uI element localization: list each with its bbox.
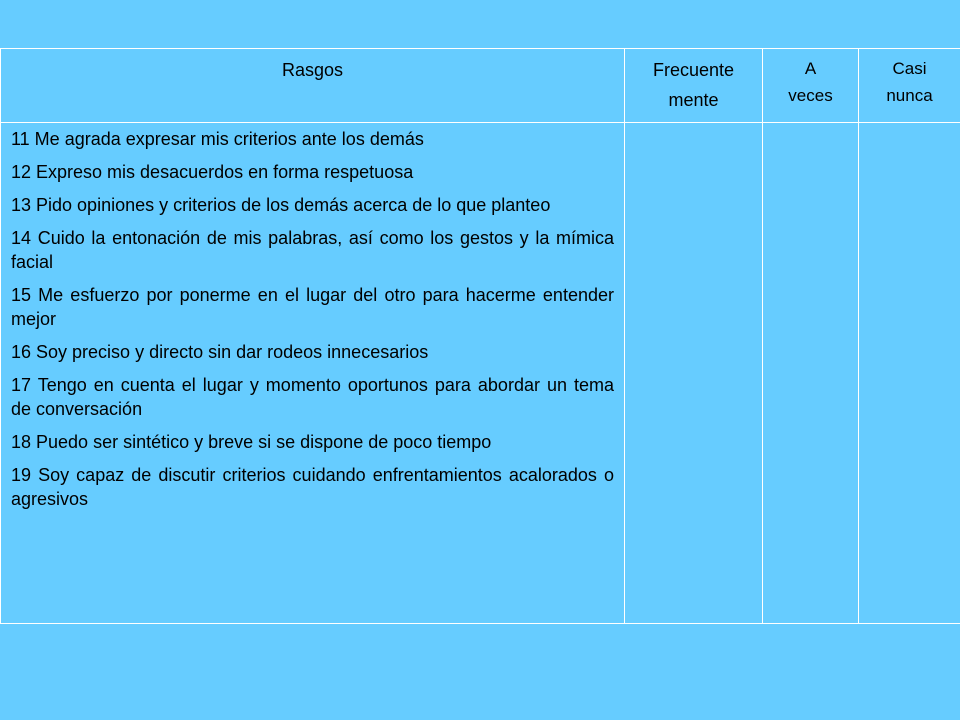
header-frecuentemente: Frecuente mente	[652, 60, 735, 110]
list-item: 17 Tengo en cuenta el lugar y momento oportunos para abordar un tema de conversación	[11, 375, 614, 419]
list-item: 13 Pido opiniones y criterios de los demás acerca de lo que planteo	[11, 195, 551, 215]
header-cell-a-veces	[763, 49, 859, 123]
header-cell-casi-nunca	[859, 49, 960, 123]
items-cell	[1, 123, 625, 624]
header-cell-frecuentemente	[625, 49, 763, 123]
list-item: 16 Soy preciso y directo sin dar rodeos innecesarios	[11, 342, 429, 362]
header-a-veces: A veces	[788, 59, 833, 105]
table-header-row	[1, 49, 960, 123]
list-item: 19 Soy capaz de discutir criterios cuidando enfrentamientos acalorados o agresivos	[11, 465, 614, 509]
answer-cell-casi-nunca[interactable]	[859, 123, 960, 624]
list-item: 11 Me agrada expresar mis criterios ante los demás	[11, 129, 424, 149]
header-cell-rasgos	[1, 49, 625, 123]
list-item: 12 Expreso mis desacuerdos en forma respetuosa	[11, 162, 414, 182]
table-body-row	[1, 123, 960, 624]
list-item: 14 Cuido la entonación de mis palabras, así como los gestos y la mímica facial	[11, 228, 614, 272]
header-rasgos: Rasgos	[281, 60, 344, 80]
header-casi-nunca: Casi nunca	[886, 59, 933, 105]
self-assessment-table	[0, 48, 960, 624]
answer-cell-frecuentemente[interactable]	[625, 123, 763, 624]
answer-cell-a-veces[interactable]	[763, 123, 859, 624]
list-item: 15 Me esfuerzo por ponerme en el lugar del otro para hacerme entender mejor	[11, 285, 614, 329]
list-item: 18 Puedo ser sintético y breve si se dispone de poco tiempo	[11, 432, 492, 452]
